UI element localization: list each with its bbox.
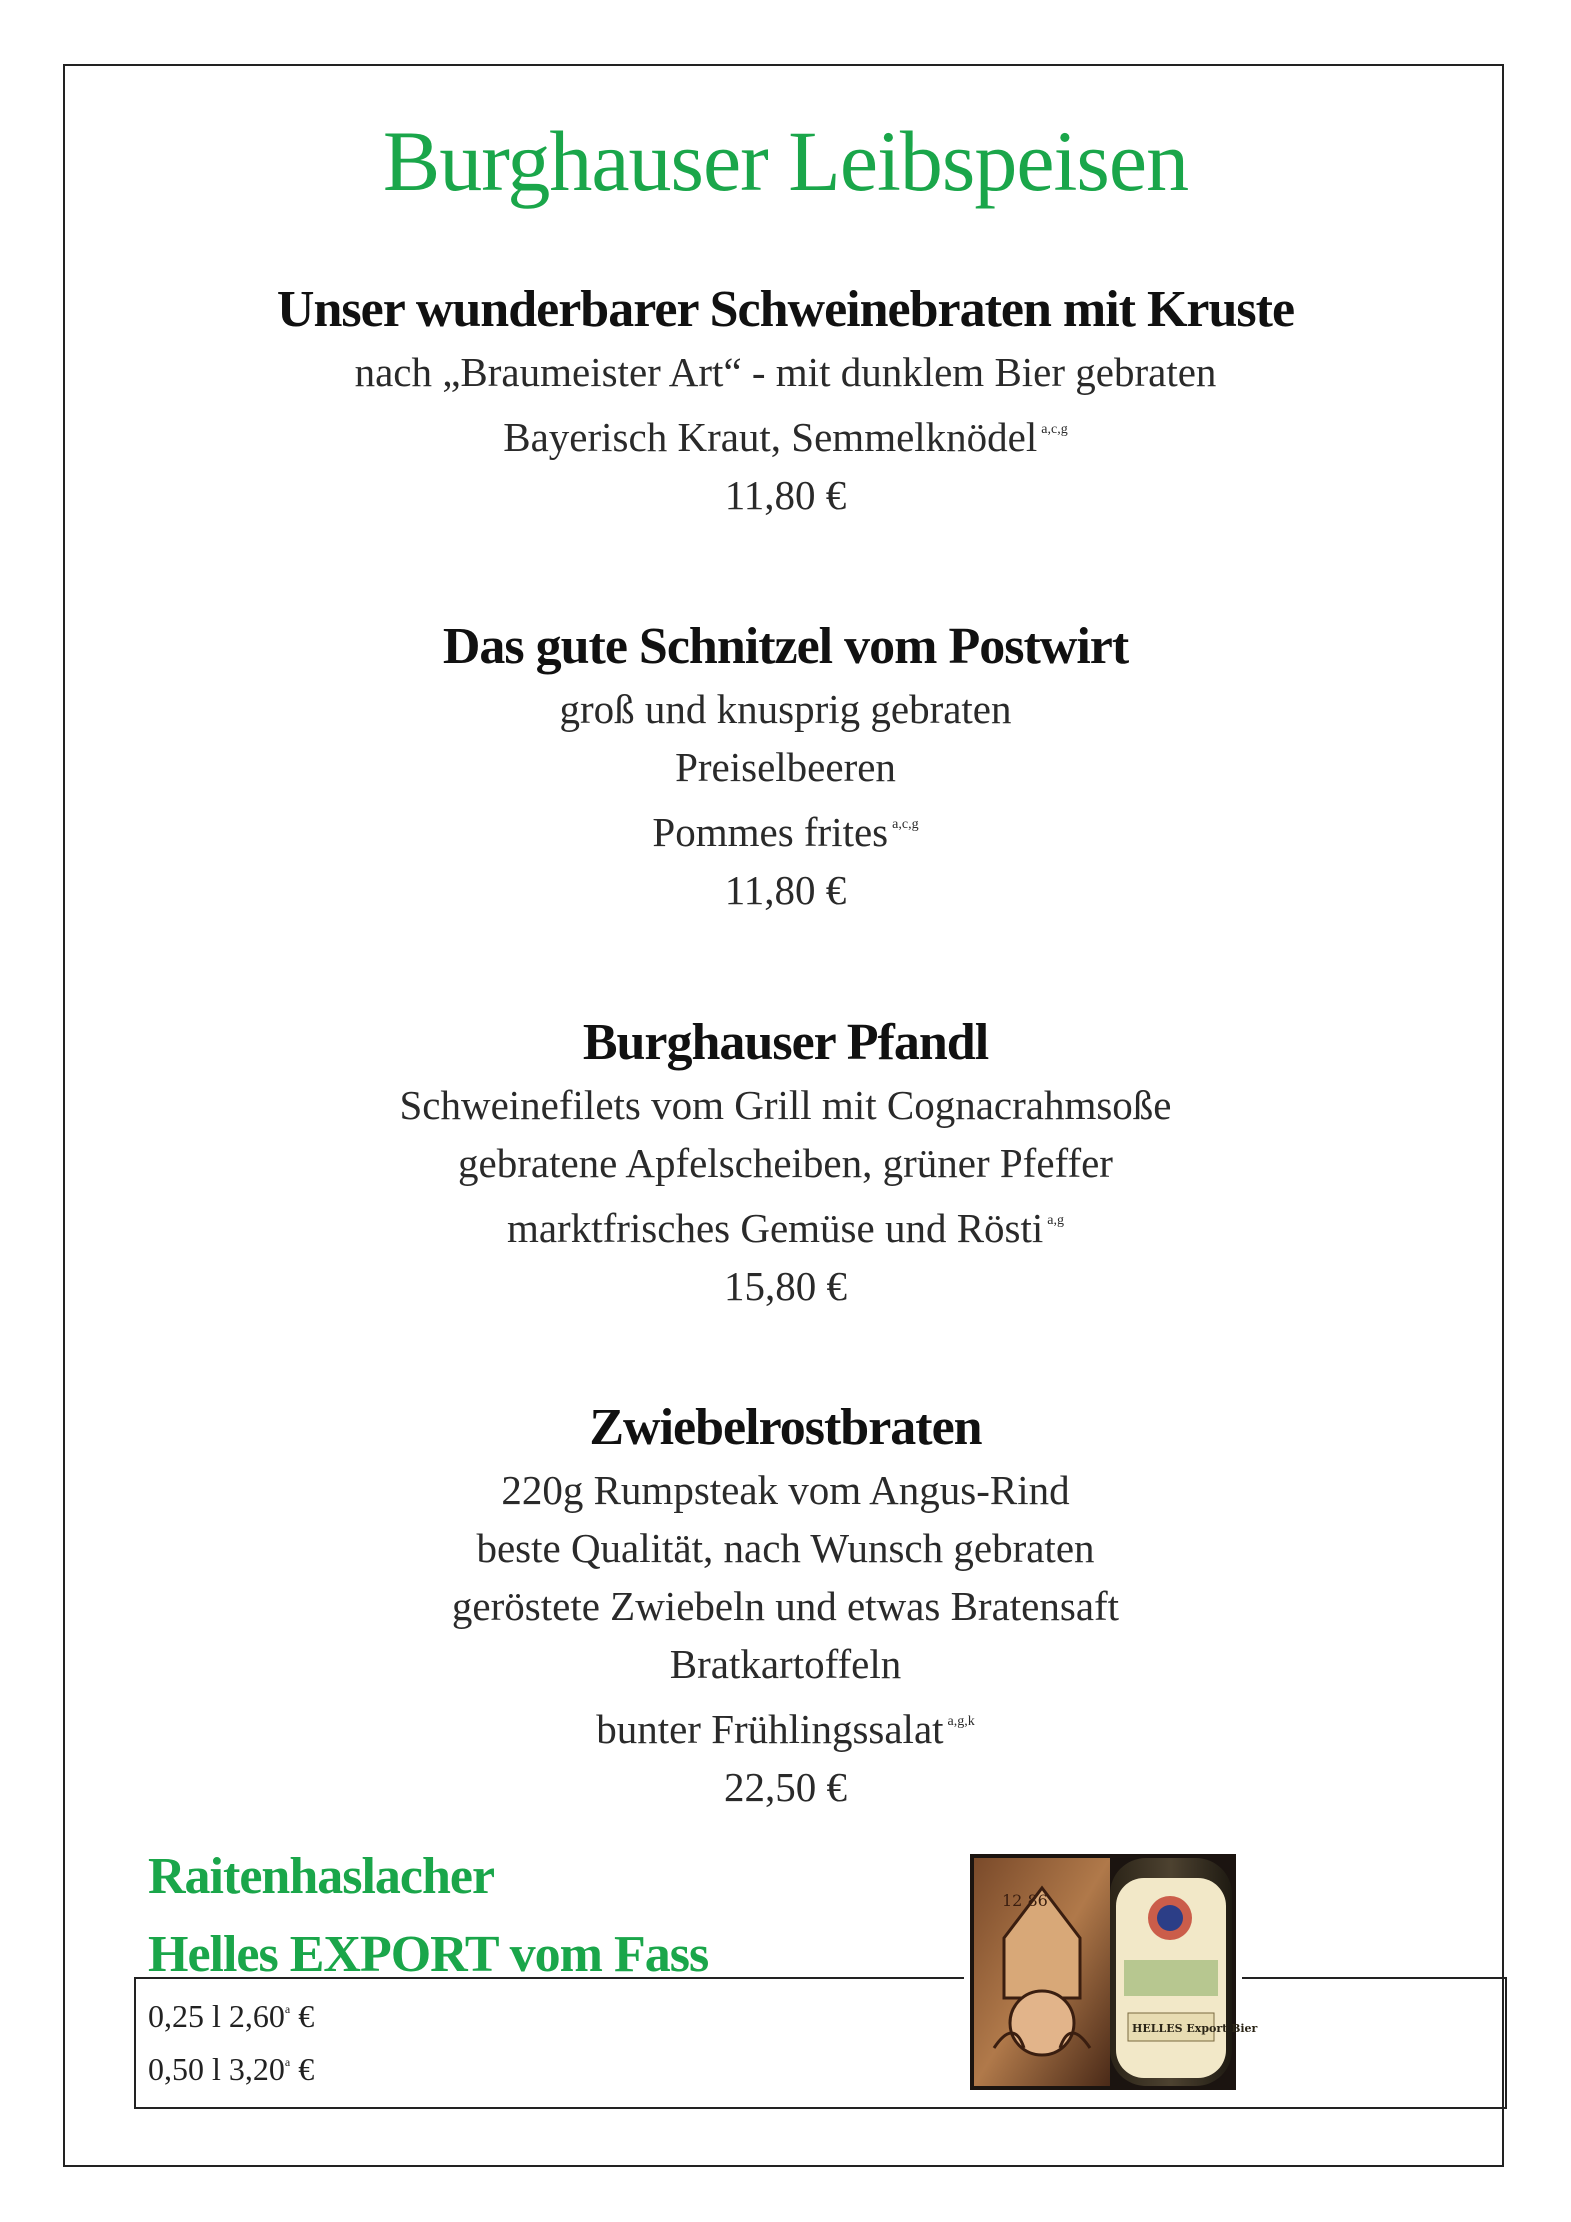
dish-name: Unser wunderbarer Schweinebraten mit Kruste — [276, 281, 1295, 338]
dish-description: 220g Rumpsteak vom Angus-Rind — [501, 1467, 1070, 1513]
dish-description: Schweinefilets vom Grill mit Cognacrahmsoße — [399, 1082, 1172, 1128]
dish-price: 22,50 € — [724, 1764, 847, 1810]
beer-heading-type: Helles EXPORT vom Fass — [148, 1926, 709, 1983]
dish-description: Bratkartoffeln — [669, 1641, 902, 1687]
dish-price: 11,80 € — [724, 867, 847, 913]
dish-burghauser-pfandl — [0, 1010, 1571, 1315]
allergen-codes: a,c,g — [1041, 422, 1068, 437]
dish-description: geröstete Zwiebeln und etwas Bratensaft — [451, 1583, 1120, 1629]
dish-name: Das gute Schnitzel vom Postwirt — [442, 618, 1129, 675]
allergen-codes: a — [284, 2055, 291, 2069]
dish-description: marktfrisches Gemüse und Rösti $^{a,g}$ — [506, 1205, 1065, 1251]
beer-photo — [964, 1848, 1258, 2096]
dish-price: 15,80 € — [724, 1263, 847, 1309]
allergen-codes: a,g — [1047, 1213, 1065, 1228]
dish-description: groß und knusprig gebraten — [559, 686, 1012, 732]
bottle-label-text: HELLES Export Bier — [1132, 2022, 1258, 2035]
dish-description: Pommes frites $^{a,c,g}$ — [652, 809, 919, 855]
beer-heading — [148, 1838, 708, 1994]
stein-number: 12 86 — [1002, 1891, 1048, 1910]
beer-price-box — [134, 1977, 1507, 2109]
allergen-codes: a — [284, 2002, 291, 2016]
dish-description: bunter Frühlingssalat $^{a,g,k}$ — [596, 1706, 975, 1752]
dish-description: Bayerisch Kraut, Semmelknödel $^{a,c,g}$ — [503, 414, 1068, 460]
dish-name: Zwiebelrostbraten — [589, 1399, 982, 1456]
dish-schnitzel — [0, 614, 1571, 919]
allergen-codes: a,g,k — [947, 1714, 975, 1729]
beer-heading-brewery: Raitenhaslacher — [148, 1848, 495, 1905]
beer-price-row: 0,25 l 2,60$^a$ € — [148, 1998, 315, 2034]
dish-schweinebraten — [0, 277, 1571, 524]
dish-description: Preiselbeeren — [675, 744, 896, 790]
dish-zwiebelrostbraten — [0, 1395, 1571, 1816]
dish-name: Burghauser Pfandl — [582, 1014, 989, 1071]
beer-price-list — [148, 1986, 314, 2092]
dish-description: nach „Braumeister Art“ - mit dunklem Bier gebraten — [354, 349, 1217, 395]
menu-title: Burghauser Leibspeisen — [382, 113, 1189, 209]
dish-price: 11,80 € — [724, 472, 847, 518]
dish-description: gebratene Apfelscheiben, grüner Pfeffer — [458, 1140, 1113, 1186]
allergen-codes: a,c,g — [892, 817, 919, 832]
beer-price-row: 0,50 l 3,20$^a$ € — [148, 2051, 315, 2087]
dish-description: beste Qualität, nach Wunsch gebraten — [476, 1525, 1095, 1571]
